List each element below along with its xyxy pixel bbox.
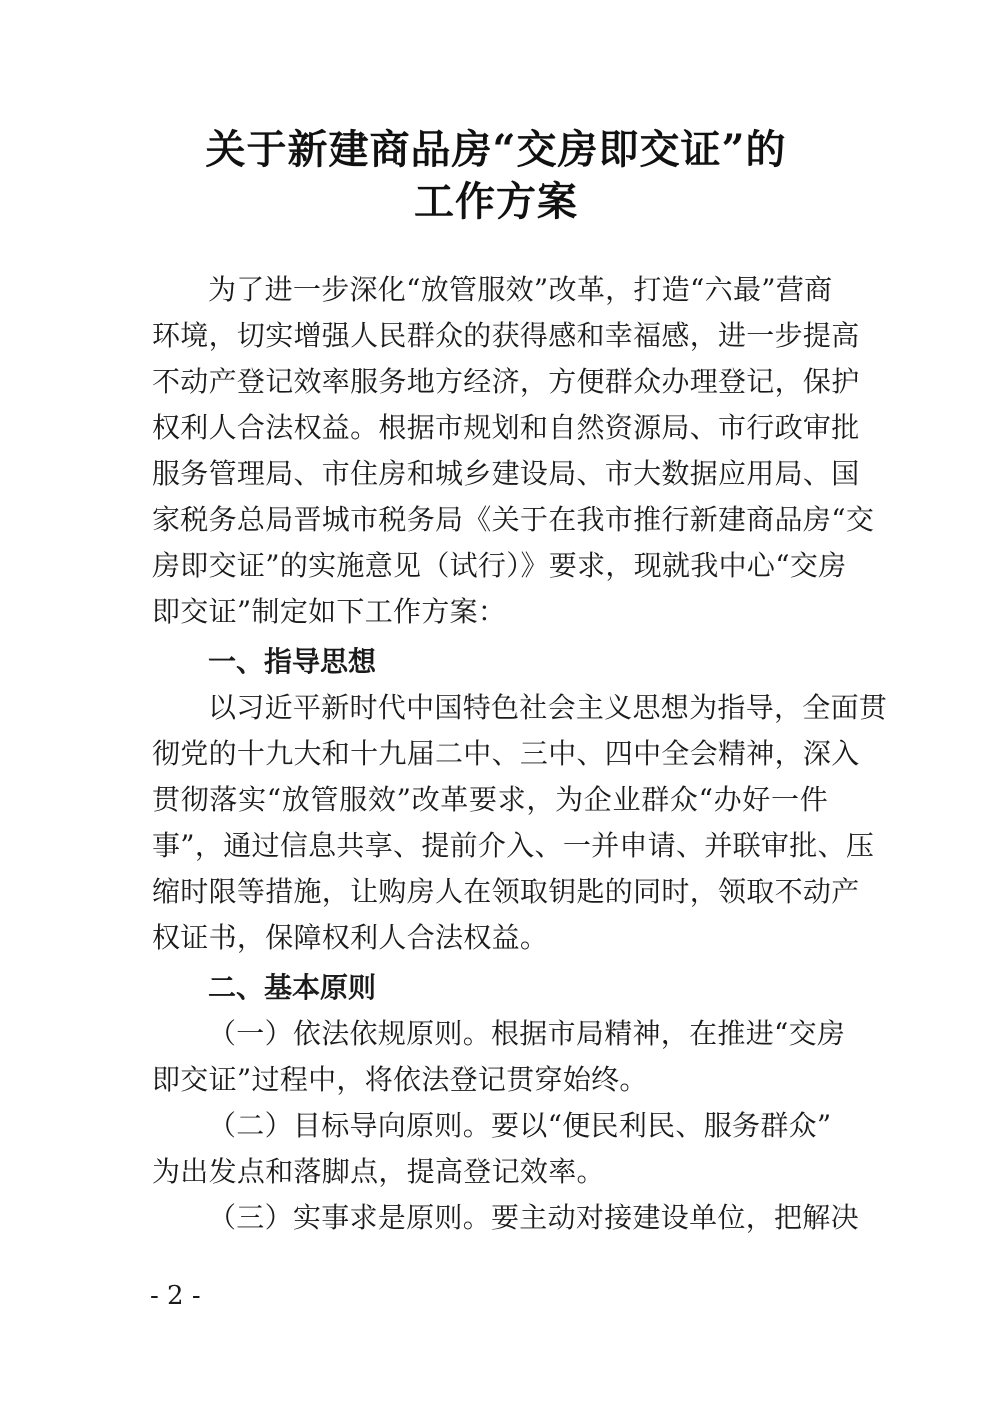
intro-line: 环境，切实增强人民群众的获得感和幸福感，进一步提高 — [152, 319, 860, 352]
principle-2-line: 为出发点和落脚点，提高登记效率。 — [152, 1155, 605, 1188]
section1-line: 彻党的十九大和十九届二中、三中、四中全会精神，深入 — [152, 737, 860, 770]
document-title-line1: 关于新建商品房“交房即交证”的 — [205, 126, 787, 173]
section1-line: 以习近平新时代中国特色社会主义思想为指导，全面贯 — [208, 691, 888, 724]
intro-line: 房即交证”的实施意见（试行）》要求，现就我中心“交房 — [152, 549, 847, 582]
document-title-line2: 工作方案 — [414, 178, 578, 225]
principle-1-line: 即交证”过程中，将依法登记贯穿始终。 — [152, 1063, 648, 1096]
page-number: - 2 - — [150, 1281, 201, 1311]
section1-line: 贯彻落实“放管服效”改革要求，为企业群众“办好一件 — [152, 783, 828, 816]
intro-line: 家税务总局晋城市税务局《关于在我市推行新建商品房“交 — [152, 503, 875, 536]
intro-line: 服务管理局、市住房和城乡建设局、市大数据应用局、国 — [152, 457, 860, 490]
principle-1-line: （一）依法依规原则。根据市局精神，在推进“交房 — [208, 1017, 846, 1050]
section-heading-guiding-thought: 一、指导思想 — [208, 645, 377, 678]
intro-line: 权利人合法权益。根据市规划和自然资源局、市行政审批 — [152, 411, 860, 444]
section-heading-basic-principles: 二、基本原则 — [208, 971, 377, 1004]
section1-line: 事”，通过信息共享、提前介入、一并申请、并联审批、压 — [152, 829, 875, 862]
intro-line: 为了进一步深化“放管服效”改革，打造“六最”营商 — [208, 273, 833, 306]
intro-line: 不动产登记效率服务地方经济，方便群众办理登记，保护 — [152, 365, 860, 398]
section1-line: 权证书，保障权利人合法权益。 — [152, 921, 549, 954]
principle-2-line: （二）目标导向原则。要以“便民利民、服务群众” — [208, 1109, 832, 1142]
section1-line: 缩时限等措施，让购房人在领取钥匙的同时，领取不动产 — [152, 875, 860, 908]
principle-3-line: （三）实事求是原则。要主动对接建设单位，把解决 — [208, 1201, 859, 1234]
intro-line: 即交证”制定如下工作方案： — [152, 595, 507, 628]
